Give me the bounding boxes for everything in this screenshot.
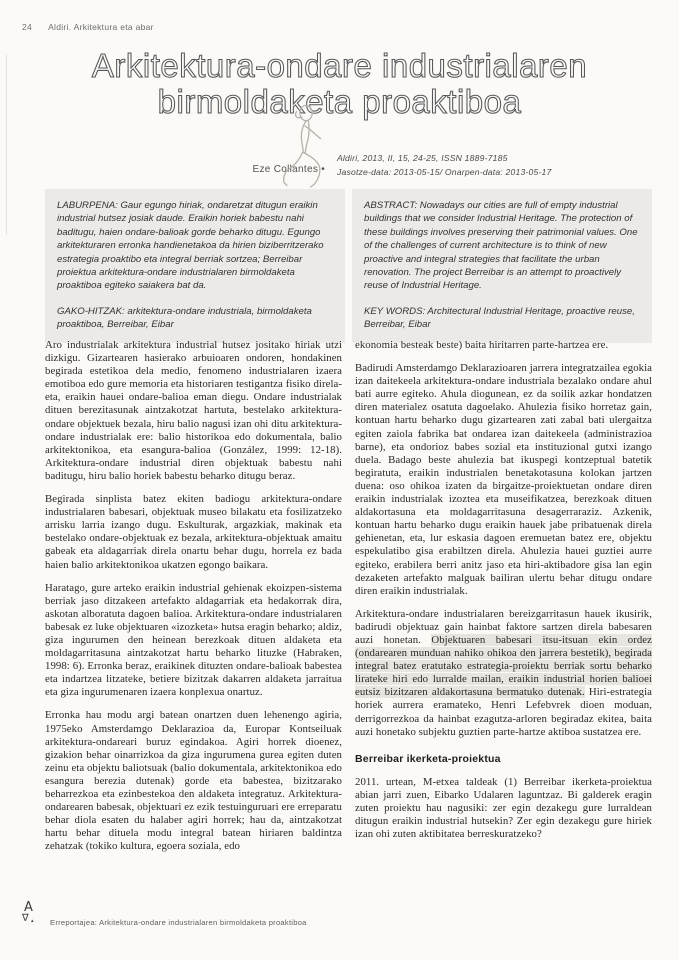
abstract-english-text: ABSTRACT: Nowadays our cities are full of empty industrial buildings that we consider Industrial Heritage. The protection of these buildings involves preserving their patrimonial values. One of the challenges of current architecture is to think of new proactive and integral strategies that facilitate the urban renovation. The project Berreibar is an attempt to proactively reuse of Industrial Heritage.: [364, 200, 638, 292]
citation-dates: Jasotze-data: 2013-05-15/ Onarpen-data: 2013-05-17: [337, 167, 552, 177]
paragraph: Begirada sinplista batez ekiten badiogu arkitektura-ondare industrialaren babesari, objektuak museo bilakatu eta fosilizatzeko arrisku larria izango dugu. Eskulturak, argazkiak, makinak eta bestelako ondare-objektuak ez bezala, arkitektura-objektuak amaitu gabeak eta aldagarriak direla onartu behar dugu, horrela ez bada haien balio arkitektonikoa ukatzen egongo baikara.: [45, 493, 342, 571]
abstract-box-english: [352, 189, 652, 343]
citation-block: [337, 151, 551, 179]
paragraph-segment: Hiri-estrategia horiek aurrera eramateko, Henri Lefebvrek dioen moduan, derrigorrezkoa da hainbat ezagutza-arloren begiradaz ekitea, baita auzi honetako subjektu guztien parte-hartze aktiboa sustatzea ere.: [355, 686, 653, 738]
paragraph: Haratago, gure arteko eraikin industrial gehienak ekoizpen-sistema berriak jaso ditzakeen artefakto aldagarriak eta hedakorrak dira, askotan alboratuta dagoen balioa. Arkitektura-ondare industrialaren babesak ez luke objektuaren «izozketa» hutsa eragin beharko; aldiz, giza ingurumen den heinean berezkoak dituen aldaketa eta moldagarritasuna aintzakotzat hartu beharko lituzke (Habraken, 1998: 6). Erronka beraz, eraikinek dituzten ondare-balioak babestea eta indartzea litzateke, betiere bizitzak dakarren aldaketa jarraitua eta giza ingurumenaren izaera konplexua onartuz.: [45, 581, 342, 699]
article-title-line2: birmoldaketa proaktiboa: [157, 83, 522, 120]
footer-report-label: Erreportajea: Arkitektura-ondare industrialaren birmoldaketa proaktiboa: [50, 918, 307, 927]
paragraph: ekonomia besteak beste) baita hiritarren parte-hartzea ere.: [355, 339, 609, 351]
paragraph: Aro industrialak arkitektura industrial hutsez jositako hiriak utzi dizkigu. Gizartearen hasierako arbuioaren ondoren, hondakinen begirada estetikoa dela medio, fenomeno industrialaren izaera emotiboa edo gure memoria eta historiaren testigantza fisiko direla-eta, eraikin hauei ondare-balioa eman diegu. Ondare industrialak dituen berezitasunak aintzakotzat hartuta, bestelako arkitektura-ondare objektuek bezala, hiru balio nagusi izan ohi ditu arkitektura-ondare industrialak ere: balio historikoa edo dokumentala, balio arkitektonikoa, eta esangura-balioa (González, 1999: 12-18). Arkitektura-ondare industrial diren objektuak babestu nahi baditugu, hiru balio horiek babestu beharko ditugu beraz.: [45, 339, 342, 482]
abstracts-row: [45, 189, 652, 343]
paragraph: 2011. urtean, M-etxea taldeak (1) Berreibar ikerketa-proiektua abian jarri zuen, Eibarko Udalaren laguntzaz. Bi galderek eragin zuten proiektu hau nagusiki: zer egin dezakegu gure lurraldean ditugun eraikin industrial hutsekin? Zer egin dezakegu gure hiriek izan ohi zuten aktibitatea berreskuratzeko?: [355, 775, 652, 841]
page-number: 24: [22, 22, 33, 32]
paragraph-segment: Arkitektura-ondare industrialaren bereizgarritasun hauek ikusirik, badirudi objektuaz gain hainbat faktore sartzen direla babesaren auzi honetan.: [355, 607, 652, 646]
author-name: Eze Collantes •: [252, 164, 325, 175]
section-heading: Berreibar ikerketa-proiektua: [355, 752, 501, 765]
article-body: [45, 339, 652, 863]
running-figure-illustration-icon: [272, 104, 336, 190]
aldiri-logo-icon: A ∇ ▴: [22, 900, 34, 924]
abstract-box-basque: [45, 189, 345, 343]
paragraph: [355, 608, 652, 739]
abstract-basque-text: LABURPENA: Gaur egungo hiriak, ondaretzat ditugun eraikin industrial hutsez josiak daude. Eraikin horiek babestu nahi baditugu, haien ondare-balioak gorde beharko ditugu. Egungo arkitekturaren erronka handienetakoa da hirien biziberritzerako estrategia proaktibo eta integral berriak sortzea; Berreibar proiektua arkitektura-ondare industrialaren birmoldaketa proaktiboa egiteko saiakera bat da.: [57, 200, 324, 292]
byline-zone: [0, 104, 679, 190]
paragraph: Erronka hau modu argi batean onartzen duen lehenengo agiria, 1975eko Amsterdamgo Deklarazioa da, Europar Kontseiluak arkitektura-ondareari buruz egindakoa. Agiri horrek dioenez, gizakion behar oinarrizkoa da giza ingurumena gurea egiten duten zeinu eta objektu baliotsuak (balio dokumentala, arkitektonikoa edo esangura berezia dutenak) gorde eta babestea, bizitzarako beharrezkoa eta ezinbestekoa den aldaketa integratuz. Arkitektura-ondarearen babesak, objektuari ez ezik testuinguruari ere erreparatu behar diola esaten du halaber agiri horrek; hau da, aintzakotzat hartu behar dituela modu integral batean hiriaren baldintza zehatzak (tokiko kultura, egoera soziala, edo: [45, 709, 342, 853]
citation-issue: Aldiri, 2013, II, 15, 24-25, ISSN 1889-7185: [337, 153, 508, 163]
paragraph: Badirudi Amsterdamgo Deklarazioaren jarrera integratzailea egokia izan daitekeela arkitektura-ondare industriala bezalako ondare ahul bati aurre egiteko. Ahula diogunean, ez da soilik azkar hondatzen diren materialez osatuta dagoelako. Ahulezia fisiko horretaz gain, kontuan hartu beharko dugu gizartearen zati zabal bati ulergaitza egiten zaiola fabrika bat ondarea izan daitekeela (administrazioa barne), eta ondorioz babes sozial eta instituzional gutxi izango duela. Badago beste ahulezia bat ikuspegi kontzeptual batetik begiratuta, eraikin industrialen benetakotasuna kolokan jartzen duena: oso ohikoa izaten da birgaitze-proiektuetan ondare diren eraikin industrialak izoztea eta museifikatzea, berezkoak dituen aldakortasuna eta moldagarritasuna desagerraraziz. Azkenik, kontuan hartu beharko dugu eraikin hauek jabe pribatuenak direla gehienetan, eta, lur eskasia dagoen eremuetan batez ere, objektu espekulatibo gisa erabiltzen direla. Ahulezia hauei guztiei aurre egiteko, erabilera berri anitz jaso eta hiri-aktibadore gisa lan egin dezaketen artefakto malguak bailiran ulertu behar ditugu ondare diren eraikin industrialak.: [355, 362, 652, 597]
article-title-line1: Arkitektura-ondare industrialaren: [91, 47, 588, 84]
body-column-right: [355, 339, 652, 863]
page-footer: [22, 901, 307, 933]
keywords-basque: GAKO-HITZAK: arkitektura-ondare industriala, birmoldaketa proaktiboa, Berreibar, Eibar: [57, 305, 312, 331]
body-column-left: [45, 339, 342, 863]
keywords-english: KEY WORDS: Architectural Industrial Heritage, proactive reuse, Berreibar, Eibar: [364, 305, 635, 331]
page-header: [22, 22, 154, 32]
journal-name: Aldiri. Arkitektura eta abar: [48, 22, 154, 32]
highlighted-text: Objektuaren babesari itsu-itsuan ekin ordez (ondarearen munduan nahiko ohikoa den jarrera bestetik), begirada integral batez eratutako estrategia-proiektu berriak sortu beharko lirateke hiri edo lurralde mailan, eraikin industrial horien balioei eutsiz bizitzaren aldakortasuna bermatuko dutenak.: [355, 633, 652, 699]
